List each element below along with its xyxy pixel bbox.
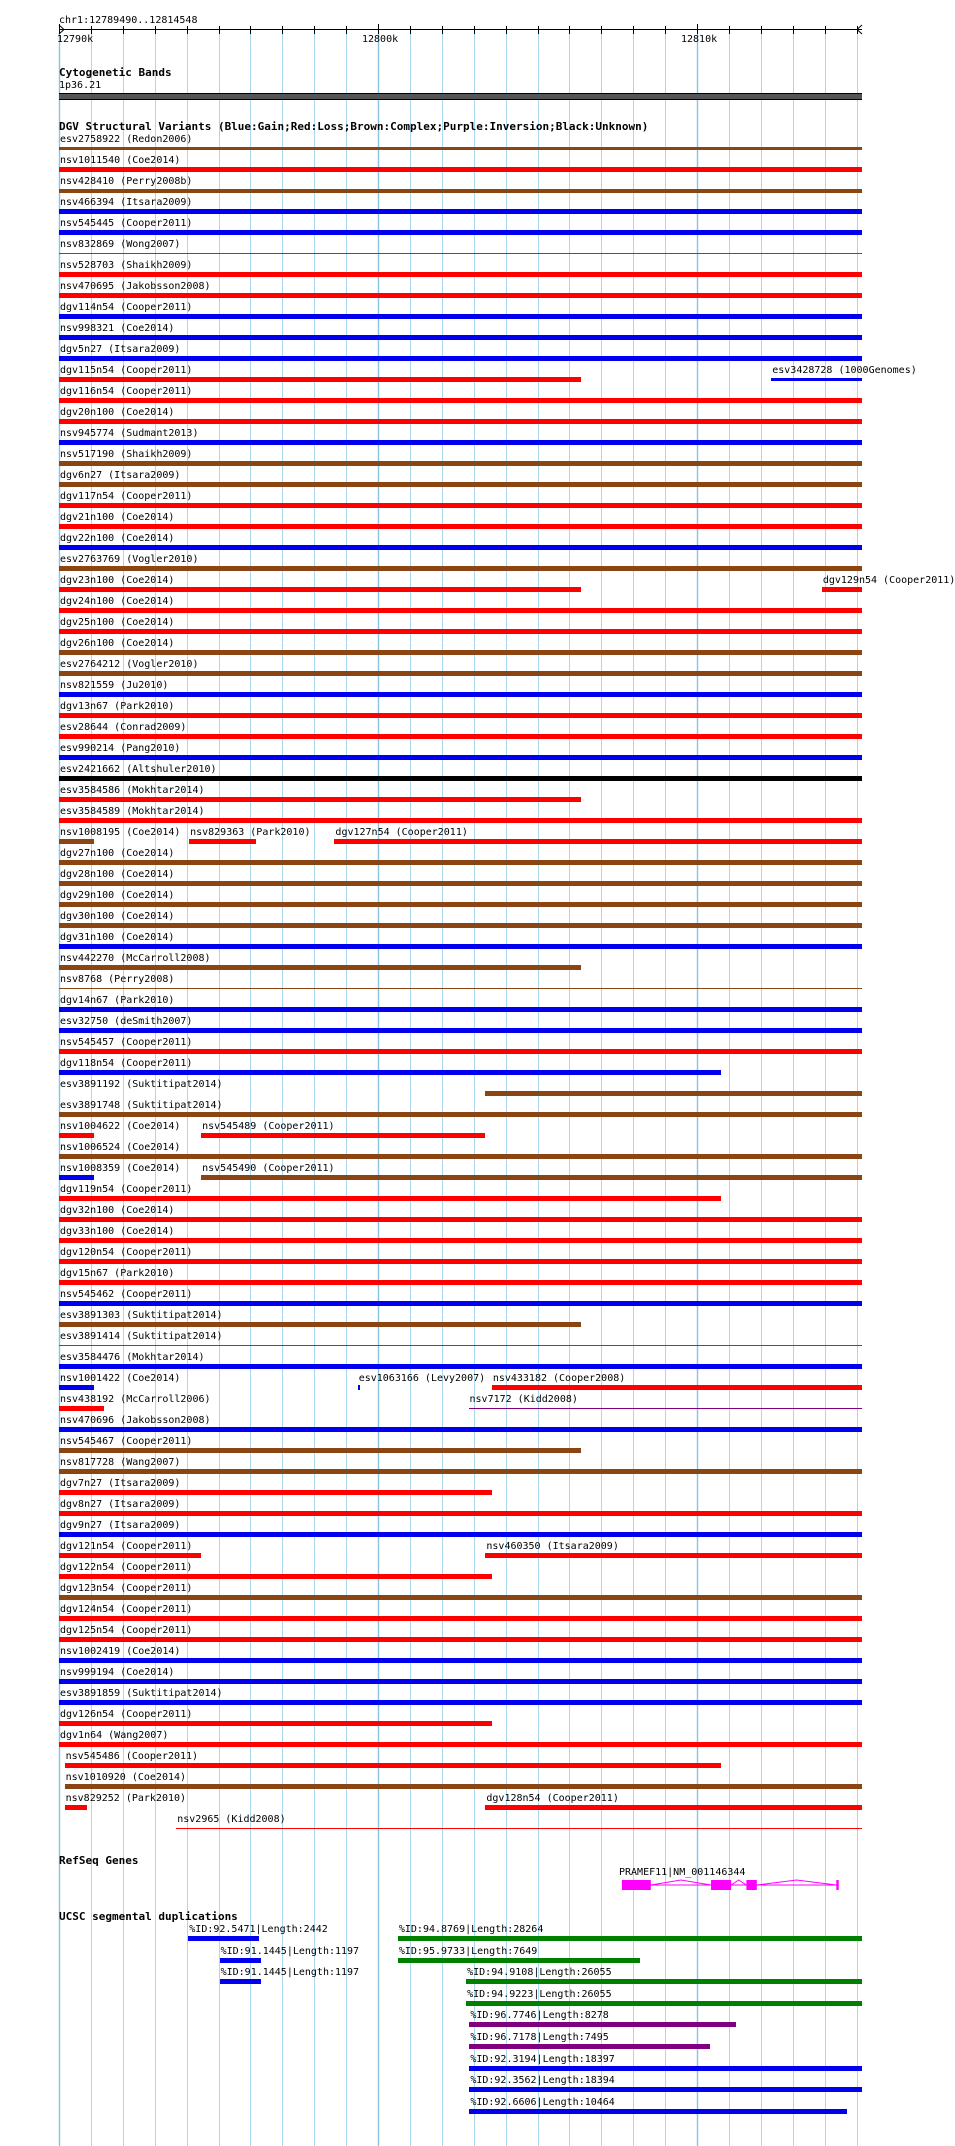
dgv-feature-label[interactable]: nsv998321 (Coe2014) (60, 323, 175, 334)
dgv-feature-label[interactable]: dgv27n100 (Coe2014) (60, 848, 175, 859)
dgv-feature-label[interactable]: dgv26n100 (Coe2014) (60, 638, 175, 649)
dgv-feature-label[interactable]: nsv545462 (Cooper2011) (60, 1289, 193, 1300)
dgv-feature-label[interactable]: nsv829252 (Park2010) (65, 1793, 187, 1804)
dgv-feature-label[interactable]: dgv29n100 (Coe2014) (60, 890, 175, 901)
dgv-feature-label[interactable]: dgv24n100 (Coe2014) (60, 596, 175, 607)
dgv-feature-label[interactable]: dgv14n67 (Park2010) (60, 995, 175, 1006)
dgv-feature-label[interactable]: dgv123n54 (Cooper2011) (60, 1583, 193, 1594)
dgv-feature-label[interactable]: nsv545467 (Cooper2011) (60, 1436, 193, 1447)
dgv-feature-label[interactable]: dgv7n27 (Itsara2009) (60, 1478, 181, 1489)
segdup-feature-bar[interactable] (469, 2109, 846, 2114)
dgv-feature-label[interactable]: nsv1008359 (Coe2014) (60, 1163, 181, 1174)
dgv-track-title[interactable]: DGV Structural Variants (Blue:Gain;Red:Loss;Brown:Complex;Purple:Inversion;Black:Unknown) (59, 120, 649, 133)
dgv-feature-label[interactable]: nsv1002419 (Coe2014) (60, 1646, 181, 1657)
dgv-feature-label[interactable]: nsv817728 (Wang2007) (60, 1457, 181, 1468)
segdup-feature-label[interactable]: %ID:96.7178|Length:7495 (470, 2032, 609, 2043)
segdup-feature-label[interactable]: %ID:95.9733|Length:7649 (398, 1945, 538, 1957)
dgv-feature-label[interactable]: nsv517190 (Shaikh2009) (60, 449, 193, 460)
segdup-feature-bar[interactable] (220, 1979, 261, 1984)
dgv-feature-label[interactable]: esv2763769 (Vogler2010) (60, 554, 199, 565)
segdup-feature-bar[interactable] (466, 1979, 862, 1984)
dgv-feature-label[interactable]: nsv945774 (Sudmant2013) (60, 428, 199, 439)
dgv-feature-label[interactable]: dgv8n27 (Itsara2009) (60, 1499, 181, 1510)
dgv-feature-label[interactable]: dgv118n54 (Cooper2011) (60, 1058, 193, 1069)
dgv-feature-label[interactable]: nsv7172 (Kidd2008) (469, 1394, 578, 1405)
dgv-feature-label[interactable]: dgv30n100 (Coe2014) (60, 911, 175, 922)
dgv-feature-label[interactable]: esv1063166 (Levy2007) (358, 1373, 486, 1384)
segdup-feature-label[interactable]: %ID:92.6606|Length:10464 (470, 2096, 615, 2108)
segdup-feature-bar[interactable] (398, 1958, 640, 1963)
dgv-feature-label[interactable]: dgv116n54 (Cooper2011) (60, 386, 193, 397)
segdup-feature-label[interactable]: %ID:94.9108|Length:26055 (467, 1967, 612, 1979)
dgv-feature-label[interactable]: dgv28n100 (Coe2014) (60, 869, 175, 880)
segdup-feature-bar[interactable] (469, 2087, 862, 2092)
dgv-feature-label[interactable]: dgv1n64 (Wang2007) (60, 1730, 169, 1741)
dgv-feature-label[interactable]: dgv5n27 (Itsara2009) (60, 344, 181, 355)
dgv-feature-label[interactable]: dgv13n67 (Park2010) (60, 701, 175, 712)
dgv-feature-label[interactable]: esv990214 (Pang2010) (60, 743, 181, 754)
ruler-tick-label: 12810k (681, 34, 718, 45)
segdup-feature-bar[interactable] (398, 1936, 862, 1941)
dgv-feature-label[interactable]: esv3584586 (Mokhtar2014) (60, 785, 205, 796)
ruler-tick-label: 12790k (57, 34, 94, 45)
dgv-feature-label[interactable]: esv2421662 (Altshuler2010) (60, 764, 217, 775)
dgv-feature-label[interactable]: nsv1010920 (Coe2014) (65, 1772, 187, 1783)
dgv-feature-label[interactable]: nsv829363 (Park2010) (190, 827, 311, 838)
dgv-feature-label[interactable]: nsv1011540 (Coe2014) (60, 155, 181, 166)
dgv-feature-label[interactable]: nsv1008195 (Coe2014) (60, 827, 181, 838)
dgv-feature-label[interactable]: esv3584589 (Mokhtar2014) (60, 806, 205, 817)
dgv-feature-label[interactable]: nsv528703 (Shaikh2009) (60, 260, 193, 271)
segdup-feature-bar[interactable] (466, 2001, 862, 2006)
gene-exon[interactable] (746, 1880, 756, 1890)
segdup-feature-label[interactable]: %ID:96.7746|Length:8278 (470, 2010, 609, 2022)
cytoband-label[interactable]: 1p36.21 (59, 80, 102, 91)
dgv-feature-label[interactable]: dgv20n100 (Coe2014) (60, 407, 175, 418)
segdup-feature-label[interactable]: %ID:91.1445|Length:1197 (220, 1945, 360, 1957)
gene-exon[interactable] (836, 1880, 838, 1890)
dgv-feature-label[interactable]: dgv129n54 (Cooper2011) (822, 575, 955, 586)
segdup-track-title[interactable]: UCSC segmental duplications (59, 1910, 238, 1923)
dgv-feature-label[interactable]: nsv466394 (Itsara2009) (60, 197, 193, 208)
dgv-feature-label[interactable]: dgv115n54 (Cooper2011) (60, 365, 193, 376)
segdup-feature-label[interactable]: %ID:94.9223|Length:26055 (467, 1988, 612, 2000)
segdup-feature-bar[interactable] (469, 2044, 710, 2049)
dgv-feature-label[interactable]: nsv1006524 (Coe2014) (60, 1142, 181, 1153)
segdup-feature-label[interactable]: %ID:92.3194|Length:18397 (470, 2053, 615, 2065)
dgv-feature-label[interactable]: nsv470695 (Jakobsson2008) (60, 281, 211, 292)
dgv-feature-label[interactable]: nsv545490 (Cooper2011) (202, 1163, 335, 1174)
dgv-feature-label[interactable]: esv3891414 (Suktitipat2014) (60, 1331, 223, 1342)
dgv-feature-label[interactable]: nsv442270 (McCarroll2008) (60, 953, 211, 964)
dgv-feature-label[interactable]: dgv119n54 (Cooper2011) (60, 1184, 193, 1195)
dgv-feature-label[interactable]: dgv127n54 (Cooper2011) (335, 827, 468, 838)
dgv-feature-label[interactable]: dgv32n100 (Coe2014) (60, 1205, 175, 1216)
dgv-feature-label[interactable]: esv2758922 (Redon2006) (60, 134, 193, 145)
dgv-feature-label[interactable]: nsv460350 (Itsara2009) (486, 1541, 619, 1552)
segdup-feature-bar[interactable] (188, 1936, 259, 1941)
dgv-feature-label[interactable]: esv2764212 (Vogler2010) (60, 659, 199, 670)
dgv-feature-label[interactable]: nsv545457 (Cooper2011) (60, 1037, 193, 1048)
dgv-feature-label[interactable]: nsv1004622 (Coe2014) (60, 1121, 181, 1132)
gene-intron[interactable] (757, 1880, 836, 1885)
segdup-feature-label[interactable]: %ID:91.1445|Length:1197 (220, 1967, 360, 1979)
dgv-feature-label[interactable]: esv3428728 (1000Genomes) (772, 365, 917, 376)
segdup-feature-label[interactable]: %ID:94.8769|Length:28264 (398, 1924, 544, 1935)
dgv-feature-label[interactable]: nsv438192 (McCarroll2006) (60, 1394, 211, 1405)
dgv-feature-label[interactable]: dgv15n67 (Park2010) (60, 1268, 175, 1279)
refseq-track-title[interactable]: RefSeq Genes (59, 1854, 139, 1867)
dgv-feature-label[interactable]: esv28644 (Conrad2009) (60, 722, 187, 733)
dgv-feature-label[interactable]: nsv999194 (Coe2014) (60, 1667, 175, 1678)
dgv-feature-label[interactable]: esv3891303 (Suktitipat2014) (60, 1310, 223, 1321)
segdup-feature-label[interactable]: %ID:92.5471|Length:2442 (189, 1924, 328, 1935)
dgv-feature-label[interactable]: nsv545486 (Cooper2011) (65, 1751, 199, 1762)
coordinate-label: chr1:12789490..12814548 (59, 15, 198, 26)
dgv-feature-label[interactable]: dgv31n100 (Coe2014) (60, 932, 175, 943)
cytoband-track-title[interactable]: Cytogenetic Bands (59, 66, 172, 79)
dgv-feature-label[interactable]: dgv124n54 (Cooper2011) (60, 1604, 193, 1615)
segdup-feature-bar[interactable] (469, 2066, 862, 2071)
dgv-feature-label[interactable]: esv3584476 (Mokhtar2014) (60, 1352, 205, 1363)
ruler-tick-label: 12800k (362, 34, 399, 45)
dgv-feature-label[interactable]: dgv9n27 (Itsara2009) (60, 1520, 181, 1531)
dgv-feature-label[interactable]: dgv25n100 (Coe2014) (60, 617, 175, 628)
dgv-feature-label[interactable]: esv3891748 (Suktitipat2014) (60, 1100, 223, 1111)
dgv-feature-label[interactable]: dgv6n27 (Itsara2009) (60, 470, 181, 481)
gene-intron[interactable] (651, 1880, 711, 1885)
dgv-feature-label[interactable]: dgv122n54 (Cooper2011) (60, 1562, 193, 1573)
dgv-feature-label[interactable]: esv3891192 (Suktitipat2014) (60, 1079, 223, 1090)
dgv-feature-label[interactable]: dgv120n54 (Cooper2011) (60, 1247, 193, 1258)
dgv-feature-label[interactable]: nsv545445 (Cooper2011) (60, 218, 193, 229)
dgv-feature-label[interactable]: nsv428410 (Perry2008b) (60, 176, 193, 187)
dgv-feature-label[interactable]: dgv121n54 (Cooper2011) (60, 1541, 193, 1552)
dgv-feature-label[interactable]: esv32750 (deSmith2007) (60, 1016, 193, 1027)
gene-exon[interactable] (711, 1880, 731, 1890)
gene-intron[interactable] (731, 1880, 746, 1885)
dgv-feature-label[interactable]: nsv8768 (Perry2008) (60, 974, 175, 985)
dgv-feature-label[interactable]: dgv33n100 (Coe2014) (60, 1226, 175, 1237)
segdup-feature-bar[interactable] (469, 2022, 736, 2027)
segdup-feature-bar[interactable] (220, 1958, 261, 1963)
dgv-feature-label[interactable]: nsv2965 (Kidd2008) (177, 1814, 286, 1825)
dgv-feature-label[interactable]: dgv114n54 (Cooper2011) (60, 302, 193, 313)
dgv-feature-label[interactable]: dgv126n54 (Cooper2011) (60, 1709, 193, 1720)
dgv-feature-label[interactable]: nsv1001422 (Coe2014) (60, 1373, 181, 1384)
dgv-feature-label[interactable]: dgv117n54 (Cooper2011) (60, 491, 193, 502)
dgv-feature-label[interactable]: nsv821559 (Ju2010) (60, 680, 169, 691)
gene-label[interactable]: PRAMEF11|NM_001146344 (619, 1867, 746, 1878)
dgv-feature-label[interactable]: nsv470696 (Jakobsson2008) (60, 1415, 211, 1426)
dgv-feature-label[interactable]: dgv23n100 (Coe2014) (60, 575, 175, 586)
dgv-feature-label[interactable]: dgv128n54 (Cooper2011) (486, 1793, 619, 1804)
dgv-feature-label[interactable]: dgv22n100 (Coe2014) (60, 533, 175, 544)
dgv-feature-label[interactable]: dgv125n54 (Cooper2011) (60, 1625, 193, 1636)
dgv-feature-label[interactable]: nsv545489 (Cooper2011) (202, 1121, 335, 1132)
dgv-feature-label[interactable]: nsv832869 (Wong2007) (60, 239, 181, 250)
dgv-feature-label[interactable]: dgv21n100 (Coe2014) (60, 512, 175, 523)
gene-exon[interactable] (622, 1880, 651, 1890)
segdup-feature-label[interactable]: %ID:92.3562|Length:18394 (470, 2075, 615, 2087)
dgv-feature-label[interactable]: esv3891859 (Suktitipat2014) (60, 1688, 223, 1699)
dgv-feature-label[interactable]: nsv433182 (Cooper2008) (492, 1373, 626, 1384)
